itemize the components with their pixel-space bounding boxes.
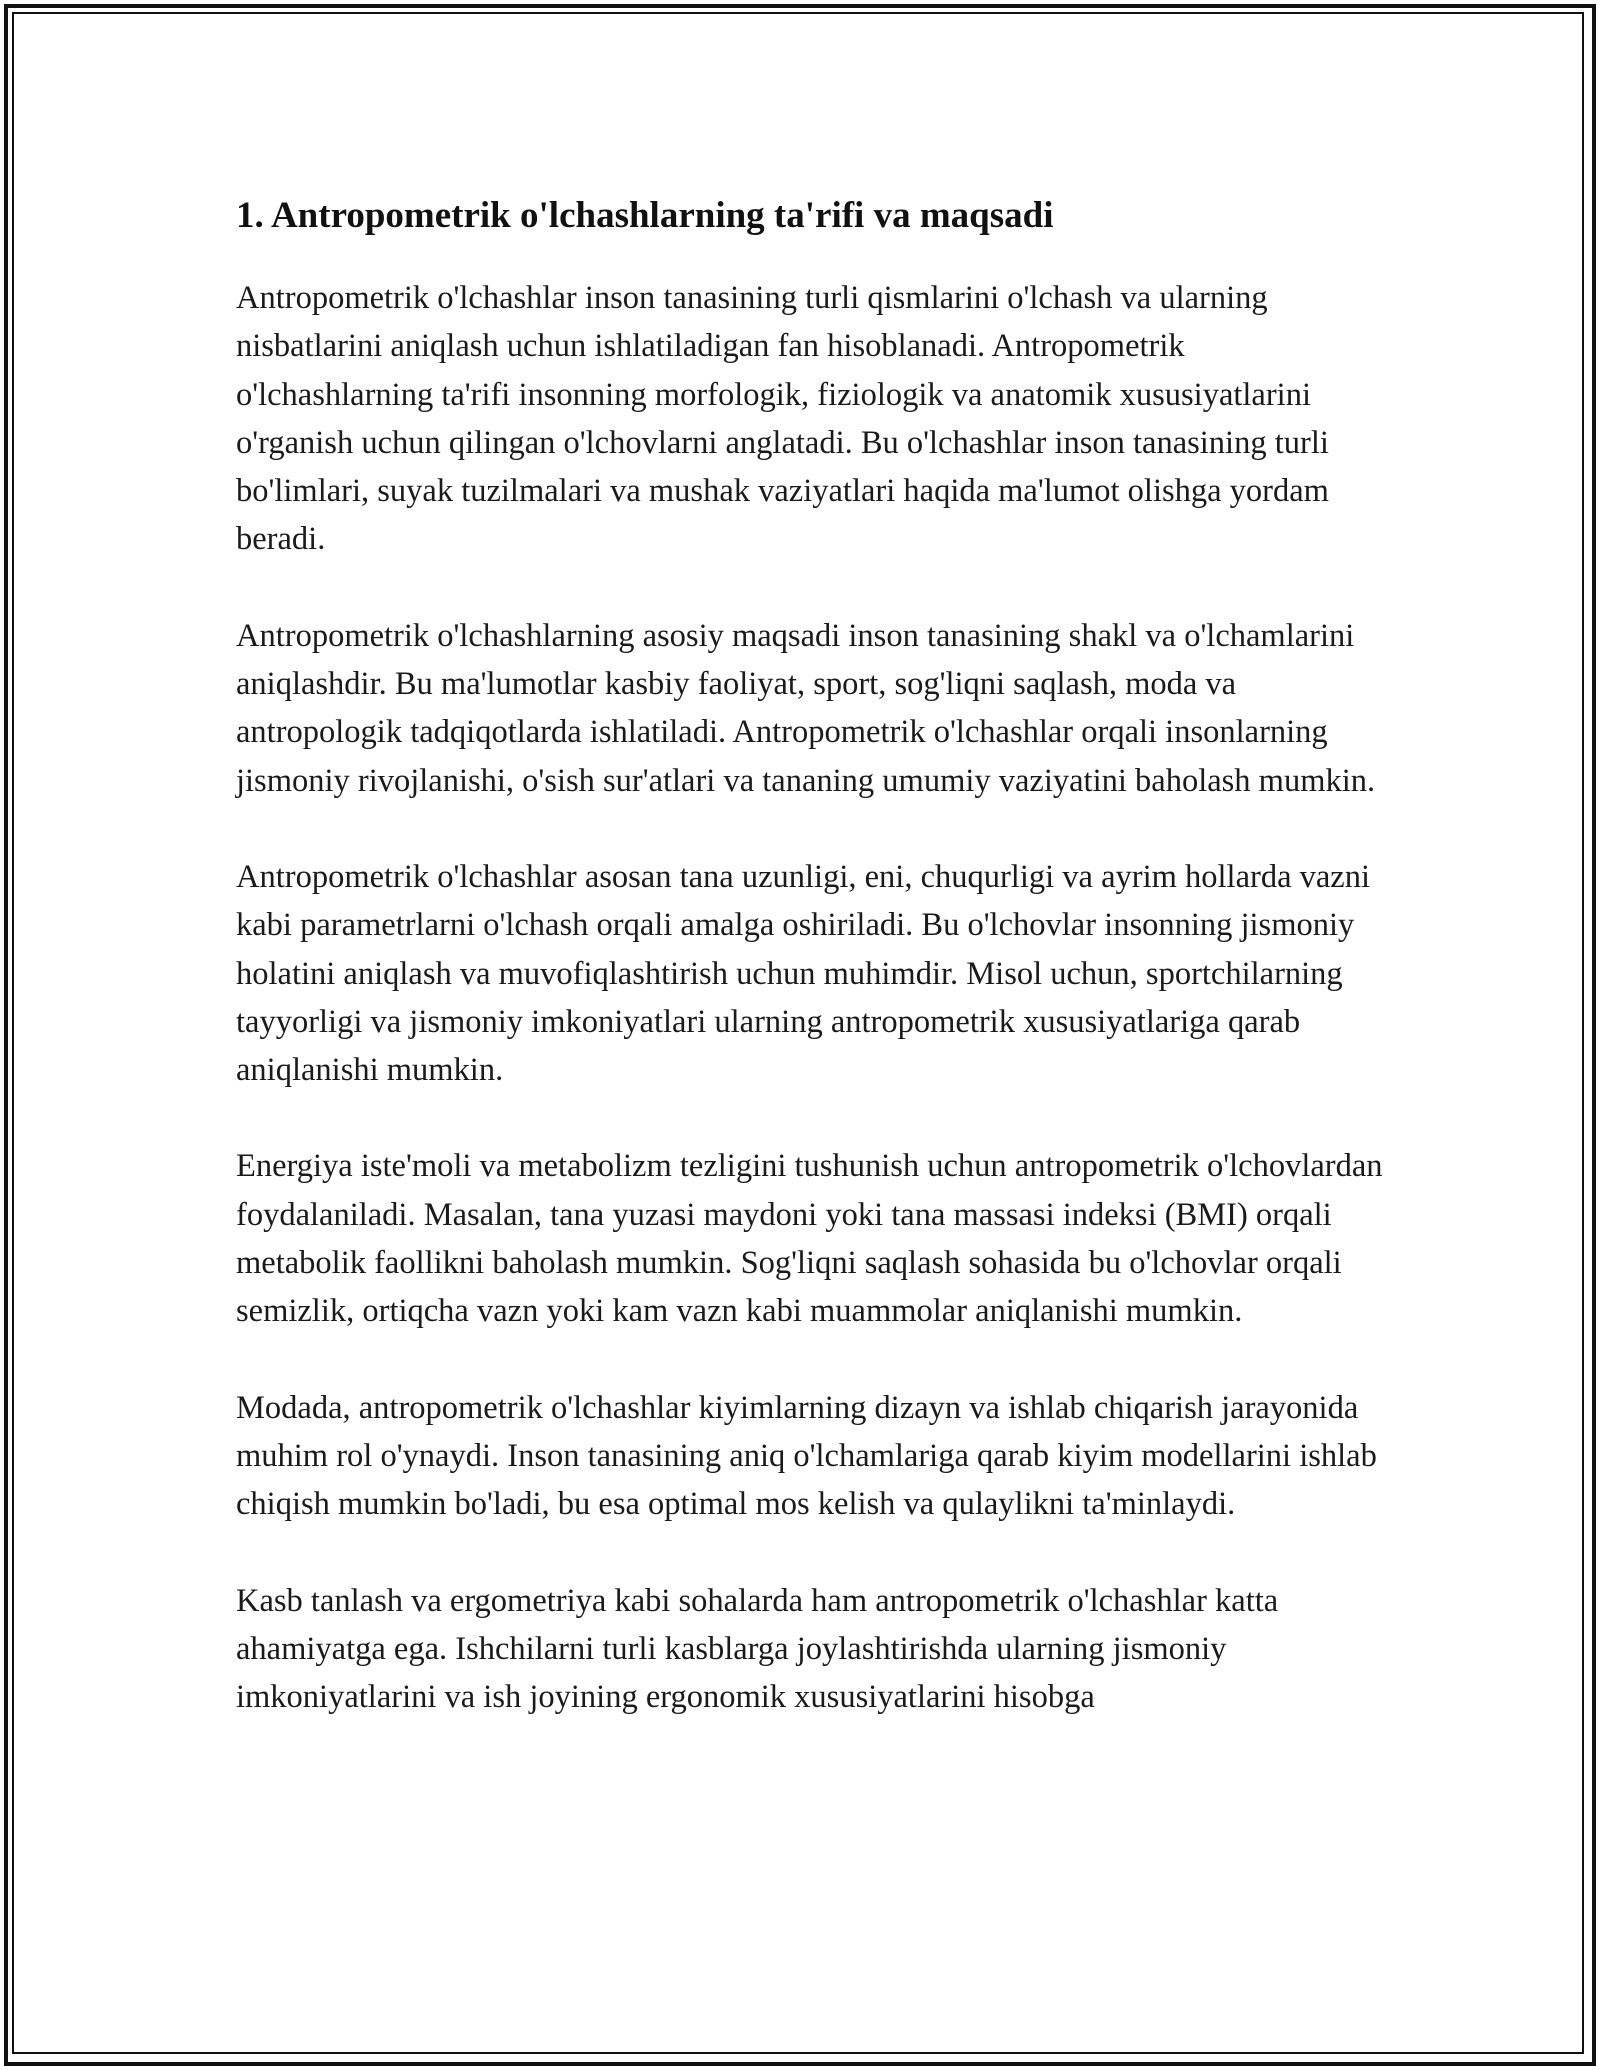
paragraph-purpose: Antropometrik o'lchashlarning asosiy maqsadi inson tanasining shakl va o'lchamlarini aniqlashdir. Bu ma'lumotlar kasbiy faoliyat, sport, sog'liqni saqlash, moda va antropologik tadqiqotlarda ishlatiladi. Antropometrik o'lchashlar orqali insonlarning jismoniy rivojlanishi, o'sish sur'atlari va tananing umumiy vaziyatini baholash mumkin. <box>236 617 1376 799</box>
paragraph-ergonomics: Kasb tanlash va ergometriya kabi sohalarda ham antropometrik o'lchashlar katta ahamiyatga ega. Ishchilarni turli kasblarga joylashtirishda ularning jismoniy imkoniyatlarini va ish joyining ergonomik xususiyatlarini hisobga <box>236 1582 1279 1716</box>
paragraph-definition: Antropometrik o'lchashlar inson tanasining turli qismlarini o'lchash va ularning nisbatlarini aniqlash uchun ishlatiladigan fan hisoblanadi. Antropometrik o'lchashlarning ta'rifi insonning morfologik, fiziologik va anatomik xususiyatlarini o'rganish uchun qilingan o'lchovlarni anglatadi. Bu o'lchashlar inson tanasining turli bo'limlari, suyak tuzilmalari va mushak vaziyatlari haqida ma'lumot olishga yordam beradi. <box>236 280 1329 558</box>
document-body <box>236 190 1386 1769</box>
paragraph-metabolism: Energiya iste'moli va metabolizm tezligini tushunish uchun antropometrik o'lchovlardan foydalaniladi. Masalan, tana yuzasi maydoni yoki tana massasi indeksi (BMI) orqali metabolik faollikni baholash mumkin. Sog'liqni saqlash sohasida bu o'lchovlar orqali semizlik, ortiqcha vazn yoki kam vazn kabi muammolar aniqlanishi mumkin. <box>236 1148 1383 1330</box>
paragraph-fashion: Modada, antropometrik o'lchashlar kiyimlarning dizayn va ishlab chiqarish jarayonida muhim rol o'ynaydi. Inson tanasining aniq o'lchamlariga qarab kiyim modellarini ishlab chiqish mumkin bo'ladi, bu esa optimal mos kelish va qulaylikni ta'minlaydi. <box>236 1389 1377 1523</box>
section-heading: 1. Antropometrik o'lchashlarning ta'rifi va maqsadi <box>236 195 1054 236</box>
paragraph-parameters: Antropometrik o'lchashlar asosan tana uzunligi, eni, chuqurligi va ayrim hollarda vazni kabi parametrlarni o'lchash orqali amalga oshiriladi. Bu o'lchovlar insonning jismoniy holatini aniqlash va muvofiqlashtirish uchun muhimdir. Misol uchun, sportchilarning tayyorligi va jismoniy imkoniyatlari ularning antropometrik xususiyatlariga qarab aniqlanishi mumkin. <box>236 858 1370 1089</box>
